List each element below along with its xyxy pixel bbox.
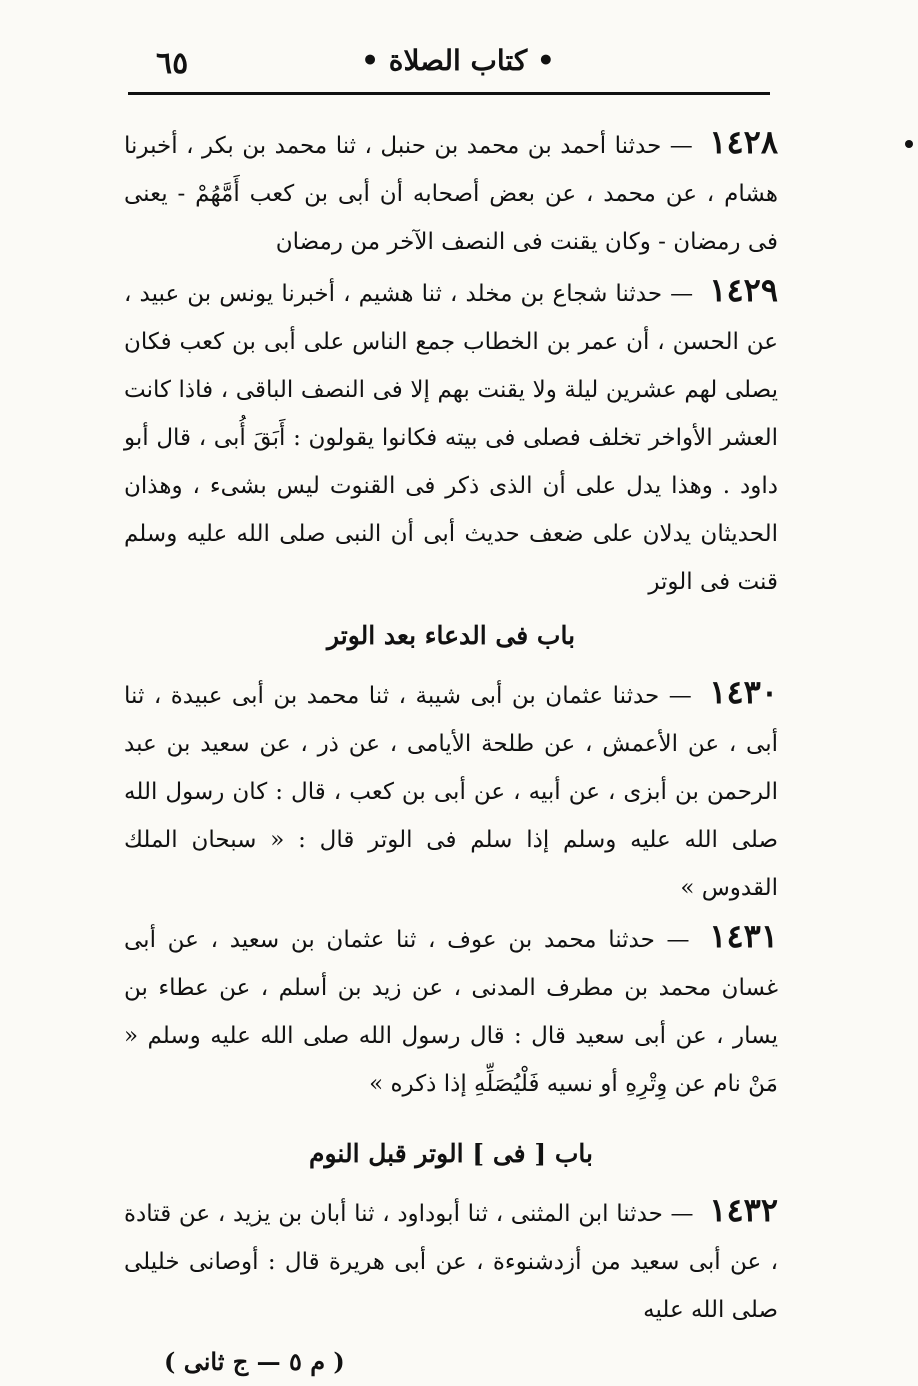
hadith-text: — حدثنا ابن المثنى ، ثنا أبوداود ، ثنا أبان بن يزيد ، عن قتادة ، عن أبى سعيد من أزدشنوءة ، عن أبى هريرة قال : أوصانى خليلى صلى الله عليه bbox=[124, 1201, 778, 1323]
hadith-number: ١٤٣٢ bbox=[709, 1191, 778, 1229]
hadith-text: — حدثنا شجاع بن مخلد ، ثنا هشيم ، أخبرنا يونس بن عبيد ، عن الحسن ، أن عمر بن الخطاب جمع الناس على أبى بن كعب فكان يصلى لهم عشرين ليلة ولا يقنت بهم إلا فى النصف الباقى ، فاذا كانت العشر الأواخر تخلف فصلى فى بيته فكانوا يقولون : أَبَقَ أُبى ، قال أبو داود . وهذا يدل على أن الذى ذكر فى القنوت ليس بشىء ، وهذان الحديثان يدلان على ضعف حديث أبى أن النبى صلى الله عليه وسلم قنت فى الوتر bbox=[124, 281, 778, 595]
hadith-text: — حدثنا عثمان بن أبى شيبة ، ثنا محمد بن أبى عبيدة ، ثنا أبى ، عن الأعمش ، عن طلحة الأيامى ، عن ذر ، عن سعيد بن عبد الرحمن بن أبزى ، عن أبيه ، عن أبى بن كعب ، قال : كان رسول الله صلى الله عليه وسلم إذا سلم فى الوتر قال : « سبحان الملك القدوس » bbox=[124, 683, 778, 901]
margin-mark bbox=[905, 140, 913, 148]
hadith-text: — حدثنا محمد بن عوف ، ثنا عثمان بن سعيد ، عن أبى غسان محمد بن مطرف المدنى ، عن زيد بن أسلم ، عن عطاء بن يسار ، عن أبى سعيد قال : قال رسول الله صلى الله عليه وسلم « مَنْ نام عن وِتْرِهِ أو نسيه فَلْيُصَلِّهِ إذا ذكره » bbox=[124, 927, 778, 1097]
hadith-number: ١٤٢٩ bbox=[709, 271, 778, 309]
hadith-number: ١٤٣١ bbox=[709, 917, 779, 955]
page-body bbox=[124, 118, 778, 1386]
header-rule bbox=[128, 92, 770, 95]
hadith-1432 bbox=[124, 1186, 778, 1334]
hadith-number: ١٤٢٨ bbox=[709, 123, 778, 161]
hadith-1428 bbox=[124, 118, 778, 266]
hadith-1430 bbox=[124, 668, 778, 912]
hadith-1429 bbox=[124, 266, 778, 606]
chapter-heading-witr-before-sleep: باب [ فى ] الوتر قبل النوم bbox=[309, 1139, 593, 1168]
page-header bbox=[128, 40, 770, 90]
chapter-heading-dua-after-witr: باب فى الدعاء بعد الوتر bbox=[326, 621, 576, 650]
hadith-text: — حدثنا أحمد بن محمد بن حنبل ، ثنا محمد بن بكر ، أخبرنا هشام ، عن محمد ، عن بعض أصحابه أن أبى بن كعب أَمَّهُمْ - يعنى فى رمضان - وكان يقنت فى النصف الآخر من رمضان bbox=[124, 133, 778, 255]
signature-mark: ( م ٥ — ج ثانى ) bbox=[164, 1347, 345, 1376]
running-title: • كتاب الصلاة • bbox=[361, 44, 555, 77]
hadith-1431 bbox=[124, 912, 778, 1108]
page-number: ٦٥ bbox=[156, 46, 189, 81]
hadith-number: ١٤٣٠ bbox=[709, 673, 778, 711]
